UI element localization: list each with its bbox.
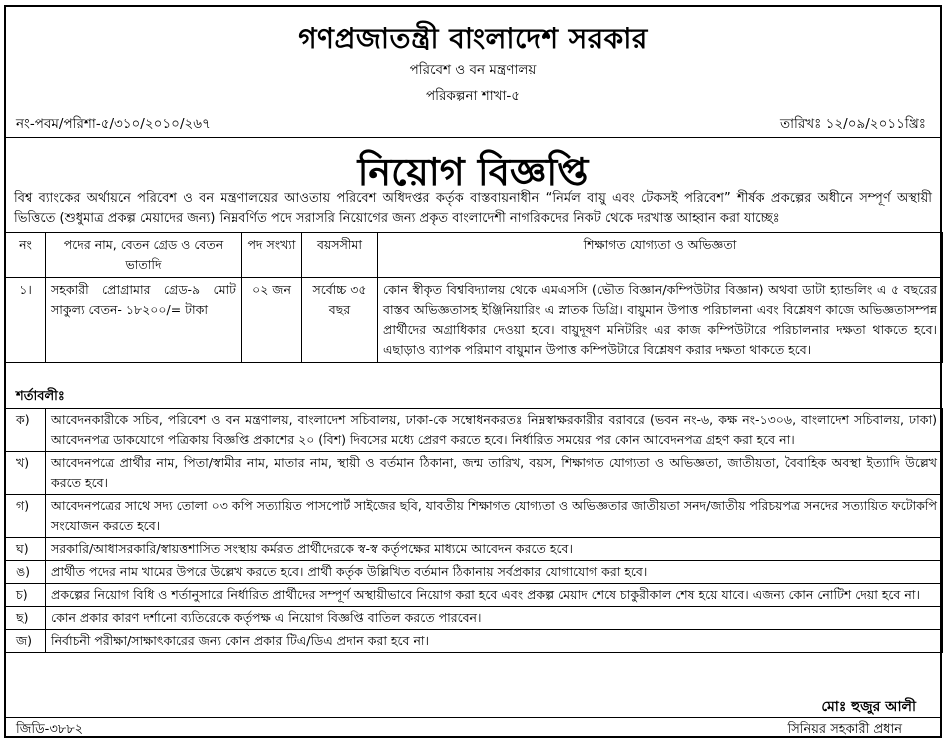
terms-list [5, 408, 943, 653]
col-header-age: বয়সসীমা [302, 233, 378, 278]
job-notice [4, 5, 942, 738]
qualification: কোন স্বীকৃত বিশ্ববিদ্যালয় থেকে এমএসসি (ভৌত বিজ্ঞান/কম্পিউটার বিজ্ঞান) অথবা ডাটা হ্যান্ডলিং এ ৫ বছরের বাস্তব অভিজ্ঞতাসহ ইঞ্জিনিয়ারিং এ স্নাতক ডিগ্রি। বায়ুমান উপাত্ত পরিচালনা এবং বিশ্লেষণ কাজে অভিজ্ঞতাসম্পন্ন প্রার্থীদের অগ্রাধিকার দেওয়া হবে। বায়ুদূষণ মনিটরিং এর কাজ কম্পিউটারে পরিচালনার দক্ষতা থাকতে হবে। এছাড়াও ব্যাপক পরিমাণ বায়ুমান উপাত্ত কম্পিউটারে বিশ্লেষণ করার দক্ষতা থাকতে হবে। [378, 278, 943, 363]
branch-name: পরিকল্পনা শাখা-৫ [425, 88, 521, 104]
post-count: ০২ জন [242, 278, 302, 363]
ministry-name: পরিবেশ ও বন মন্ত্রণালয় [409, 62, 537, 78]
term-marker: ক) [6, 409, 46, 452]
table-row [6, 278, 943, 363]
term-text: আবেদনকারীকে সচিব, পরিবেশ ও বন মন্ত্রণালয়, বাংলাদেশ সচিবালয়, ঢাকা-কে সম্বোধনকরতঃ নিম্নস্বাক্ষরকারীর বরাবরে (ভবন নং-৬, কক্ষ নং-১৩০৬, বাংলাদেশ সচিবালয়, ঢাকা) আবেদনপত্র ডাকযোগে পত্রিকায় বিজ্ঞপ্তি প্রকাশের ২০ (বিশ) দিবসের মধ্যে প্রেরণ করতে হবে। নির্ধারিত সময়ের পর কোন আবেদনপত্র গ্রহণ করা হবে না। [46, 409, 943, 452]
term-text: নির্বাচনী পরীক্ষা/সাক্ষাৎকারের জন্য কোন প্রকার টিএ/ডিএ প্রদান করা হবে না। [46, 630, 943, 653]
term-marker: ঘ) [6, 538, 46, 561]
term-marker: গ) [6, 495, 46, 538]
term-marker: খ) [6, 452, 46, 495]
term-text: প্রকল্পের নিয়োগ বিধি ও শর্তানুসারে নির্ধারিত প্রার্থীদের সম্পূর্ণ অস্থায়ীভাবে নিয়োগ করা হবে এবং প্রকল্প মেয়াদ শেষে চাকুরীকাল শেষ হয়ে যাবে। এজন্য কোন নোটিশ দেয়া হবে না। [46, 584, 943, 607]
list-item [6, 630, 943, 653]
notice-date: তারিখঃ ১২/০৯/২০১১খ্রিঃ [779, 116, 926, 132]
divider [6, 717, 940, 718]
reference-code: জিডি-৩৮৮২ [16, 722, 84, 737]
term-marker: ছ) [6, 607, 46, 630]
list-item [6, 561, 943, 584]
term-text: প্রার্থীত পদের নাম খামের উপরে উল্লেখ করতে হবে। প্রার্থী কর্তৃক উল্লিখিত বর্তমান ঠিকানায় সর্বপ্রকার যোগাযোগ করা হবে। [46, 561, 943, 584]
term-marker: চ) [6, 584, 46, 607]
term-marker: ঙ) [6, 561, 46, 584]
government-title: গণপ্রজাতন্ত্রী বাংলাদেশ সরকার [298, 22, 648, 55]
memo-number: নং-পবম/পরিশা-৫/৩১০/২০১০/২৬৭ [16, 116, 211, 132]
signatory-name: মোঃ হুজুর আলী [821, 699, 916, 715]
term-marker: জ) [6, 630, 46, 653]
col-header-qualification: শিক্ষাগত যোগ্যতা ও অভিজ্ঞতা [378, 233, 943, 278]
divider [6, 137, 940, 138]
term-text: আবেদনপত্রে প্রার্থীর নাম, পিতা/স্বামীর নাম, মাতার নাম, স্থায়ী ও বর্তমান ঠিকানা, জন্ম তারিখ, বয়স, শিক্ষাগত যোগ্যতা ও অভিজ্ঞতা, জাতীয়তা, বৈবাহিক অবস্থা ইত্যাদি উল্লেখ করতে হবে। [46, 452, 943, 495]
list-item [6, 452, 943, 495]
term-text: আবেদনপত্রের সাথে সদ্য তোলা ০৩ কপি সত্যায়িত পাসপোর্ট সাইজের ছবি, যাবতীয় শিক্ষাগত যোগ্যতা ও অভিজ্ঞতার জাতীয়তা সনদ/জাতীয় পরিচয়পত্র সনদের সত্যায়িত ফটোকপি সংযোজন করতে হবে। [46, 495, 943, 538]
post-name: সহকারী প্রোগ্রামার গ্রেড-৯ মোট সাকুল্য বেতন- ১৮২০০/= টাকা [46, 278, 242, 363]
intro-paragraph: বিশ্ব ব্যাংকের অর্থায়নে পরিবেশ ও বন মন্ত্রণালয়ের আওতায় পরিবেশ অধিদপ্তর কর্তৃক বাস্তবায়নাধীন “নির্মল বায়ু এবং টেকসই পরিবেশ” শীর্ষক প্রকল্পের অধীনে সম্পূর্ণ অস্থায়ী ভিত্তিতে (শুধুমাত্র প্রকল্প মেয়াদের জন্য) নিম্নবর্ণিত পদে সরাসরি নিয়োগের জন্য প্রকৃত বাংলাদেশী নাগরিকদের নিকট থেকে দরখাস্ত আহ্বান করা যাচ্ছেঃ [14, 191, 932, 226]
list-item [6, 607, 943, 630]
age-limit: সর্বোচ্চ ৩৫ বছর [302, 278, 378, 363]
list-item [6, 495, 943, 538]
col-header-no: নং [6, 233, 46, 278]
terms-heading: শর্তাবলীঃ [16, 389, 65, 404]
notice-heading: নিয়োগ বিজ্ঞপ্তি [357, 150, 589, 194]
term-text: কোন প্রকার কারণ দর্শানো ব্যতিরেকে কর্তৃপক্ষ এ নিয়োগ বিজ্ঞপ্তি বাতিল করতে পারবেন। [46, 607, 943, 630]
col-header-post: পদের নাম, বেতন গ্রেড ও বেতন ভাতাদি [46, 233, 242, 278]
post-table [5, 232, 943, 363]
list-item [6, 409, 943, 452]
table-header-row [6, 233, 943, 278]
list-item [6, 584, 943, 607]
term-text: সরকারি/আধাসরকারি/স্বায়ত্তশাসিত সংস্থায় কর্মরত প্রার্থীদেরকে স্ব-স্ব কর্তৃপক্ষের মাধ্যমে আবেদন করতে হবে। [46, 538, 943, 561]
row-no: ১। [6, 278, 46, 363]
signatory-designation: সিনিয়র সহকারী প্রধান [787, 722, 902, 737]
col-header-count: পদ সংখ্যা [242, 233, 302, 278]
list-item [6, 538, 943, 561]
